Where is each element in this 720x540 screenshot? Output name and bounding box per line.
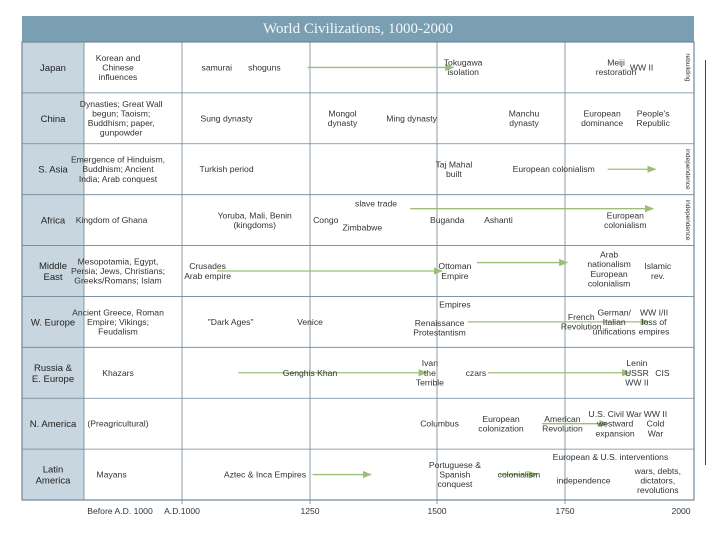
event-label: Sung dynasty [200,113,253,124]
event-label: European dominance [581,108,624,129]
axis-tick-label: 2000 [671,506,691,516]
event-label: European & U.S. interventions [552,452,669,463]
event-label: wars, debts, dictators, revolutions [634,465,681,496]
axis-tick-label: 1750 [555,506,575,516]
vertical-note: rebuilding [684,53,691,82]
event-label: European colonialism [512,164,595,175]
event-label: Taj Mahal built [435,159,473,180]
event-label: Ancient Greece, Roman Empire; Vikings; Feudalism [72,307,164,337]
event-label: Tokugawa isolation [443,57,483,78]
event-label: Ottoman Empire [438,261,472,281]
row-label: Latin America [35,464,71,487]
event-label: Mongol dynasty [327,108,358,129]
axis-tick-label: 1500 [427,506,447,516]
event-label: Yoruba, Mali, Benin (kingdoms) [217,210,292,230]
event-label: Ashanti [484,215,513,226]
event-label: czars [465,367,487,378]
axis-tick-label: 1250 [300,506,320,516]
event-label: Korean and Chinese influences [95,52,141,83]
event-label: European colonialism [604,210,647,230]
event-label: European colonization [478,413,524,434]
event-label: Dynasties; Great Wall begun; Taoism; Buddhism; paper, gunpowder [79,98,163,138]
event-label: Meiji restoration [595,57,637,78]
event-label: Empires [439,299,471,310]
event-label: Arab nationalism European colonialism [587,249,631,289]
event-label: independence [556,475,611,486]
event-label: Zimbabwe [342,222,383,233]
axis-tick-label: A.D.1000 [164,506,200,516]
event-label: American Revolution [542,413,583,434]
event-label: U.S. Civil War westward expansion [588,409,642,439]
event-label: Genghis Khan [282,367,338,378]
event-label: Renaissance Protestantism [413,318,466,338]
row-label: Middle East [39,261,67,283]
event-label: Portuguese & Spanish conquest [428,459,481,490]
event-label: "Dark Ages" [207,316,254,327]
event-label: (Preagricultural) [87,418,149,429]
event-label: CIS [655,367,670,378]
event-label: Venice [297,316,323,327]
event-label: Khazars [102,367,134,378]
event-label: Ming dynasty [386,113,437,124]
event-label: Lenin USSR WW II [624,358,649,388]
event-label: WW I/II loss of empires [638,307,670,337]
axis-tick-label: Before A.D. 1000 [87,506,153,516]
event-label: Emergence of Hinduism, Buddhism; Ancient India; Arab conquest [70,154,166,184]
event-label: Columbus [420,418,459,429]
event-label: Congo [313,215,339,226]
row-label: China [40,113,66,125]
event-label: German/ Italian unifications [592,307,636,337]
event-label: Kingdom of Ghana [75,215,148,226]
row-label: N. America [29,419,77,431]
vertical-note: independence [684,148,691,190]
row-label: S. Asia [38,164,68,176]
event-label: People's Republic [636,108,670,129]
event-label: Mayans [96,469,127,480]
event-label: WW II [629,62,654,73]
row-label: W. Europe [30,317,76,329]
vertical-note: independence [684,199,691,241]
event-label: Turkish period [199,164,254,175]
event-label: Buganda [430,215,465,226]
event-label: Crusades Arab empire [184,261,232,281]
event-label: Manchu dynasty [508,108,540,129]
event-label: Mesopotamia, Egypt, Persia; Jews, Christians; Greeks/Romans; Islam [70,256,166,286]
row-label: Russia & E. Europe [31,362,75,385]
row-label: Africa [40,215,66,227]
event-label: French Revolution [560,312,602,332]
event-label: WW II Cold War [643,409,668,439]
row-label: Japan [40,62,66,74]
event-label: shoguns [248,62,281,73]
diagram-title: World Civilizations, 1000-2000 [262,21,454,37]
event-label: Aztec & Inca Empires [223,469,307,480]
event-label: samurai [201,62,233,73]
event-label: Ivan the Terrible [415,358,444,388]
event-label: slave trade [355,198,398,209]
event-label: colonialism [497,469,541,480]
event-label: Islamic rev. [644,261,672,281]
